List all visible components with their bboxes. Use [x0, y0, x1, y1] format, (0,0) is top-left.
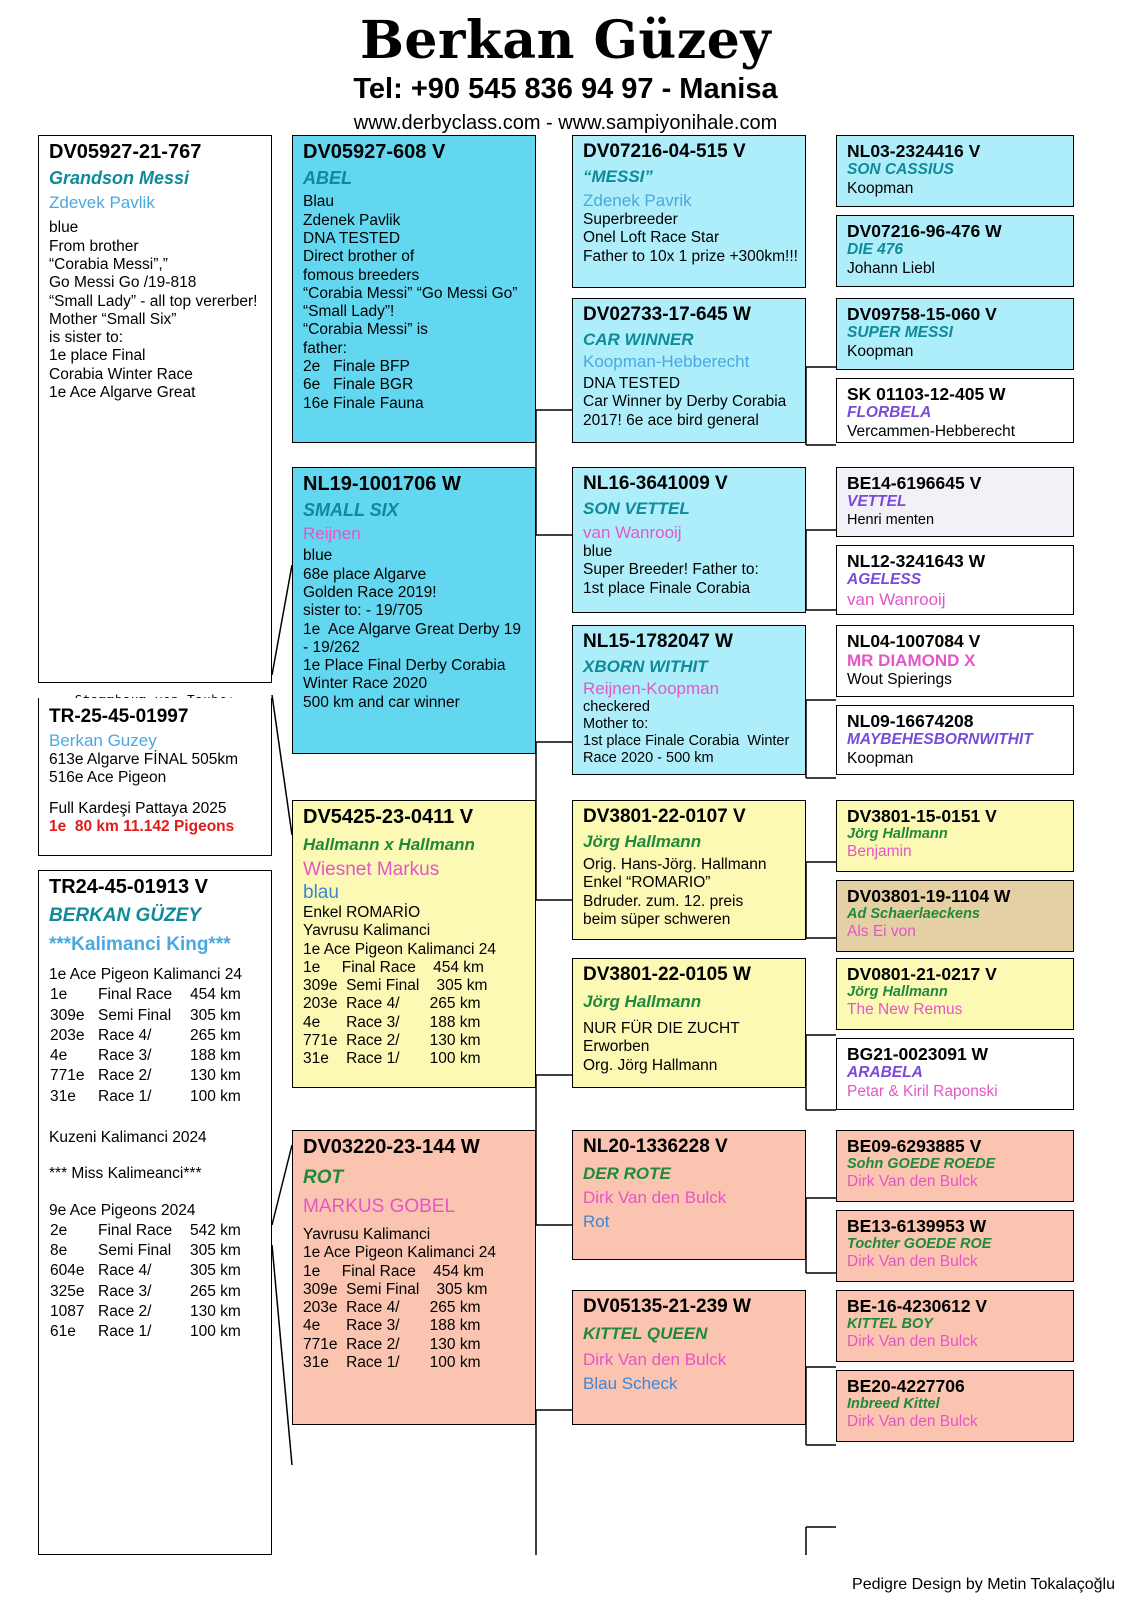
gen2-name: ROT — [303, 1167, 344, 1189]
gen2-line: Winter Race 2020 — [303, 675, 428, 693]
gen4-box — [836, 215, 1074, 287]
result-dist: 130 km — [190, 1067, 241, 1085]
gen4-box — [836, 378, 1074, 443]
result-race: Race 1/ — [98, 1087, 152, 1105]
gen3-line: Race 2020 - 500 km — [583, 750, 714, 767]
gen3-ring: NL15-1782047 W — [583, 630, 733, 652]
result-rank: 1087 — [50, 1302, 85, 1320]
gen2-breeder: Wiesnet Markus — [303, 859, 440, 881]
gen3-line: Org. Jörg Hallmann — [583, 1056, 718, 1074]
gen4-ring: DV07216-96-476 W — [847, 220, 1002, 241]
result-dist: 100 km — [190, 1087, 241, 1105]
gen2-line: father: — [303, 339, 347, 357]
gen3-ring: DV07216-04-515 V — [583, 140, 746, 162]
result-dist: 305 km — [190, 1006, 241, 1024]
gen4-breeder: Benjamin — [847, 843, 912, 861]
gen4-box — [836, 800, 1074, 872]
table-row — [49, 1322, 242, 1342]
gen2-line: 68e place Algarve — [303, 565, 427, 583]
gen4-name: Inbreed Kittel — [847, 1396, 940, 1413]
gen4-ring: NL09-16674208 — [847, 710, 974, 731]
gen2-name: SMALL SIX — [303, 500, 399, 521]
gen3-name: Jörg Hallmann — [583, 992, 702, 1011]
gen3-ring: NL16-3641009 V — [583, 472, 728, 494]
gen4-breeder: Koopman — [847, 342, 914, 360]
gen2-line: sister to: - 19/705 — [303, 602, 423, 620]
gen2-line: Yavrusu Kalimanci — [303, 922, 431, 940]
gen2-line: Direct brother of — [303, 248, 415, 266]
subject-top-line: Go Messi Go /19-818 — [49, 274, 197, 292]
results-table-1 — [49, 985, 242, 1107]
gen2-line: blue — [303, 547, 333, 565]
page-header — [0, 0, 1131, 135]
gen2-line: 1e Ace Algarve Great Derby 19 — [303, 620, 521, 638]
gen2-line: 771e Race 2/ 130 km — [303, 1335, 481, 1353]
gen3-breeder: Reijnen-Koopman — [583, 679, 720, 699]
result-race: Race 2/ — [98, 1302, 152, 1320]
gen2-ring: NL19-1001706 W — [303, 472, 461, 495]
result-rank: 4e — [50, 1047, 68, 1065]
gen2-line: Blau — [303, 193, 335, 211]
gen4-box — [836, 1130, 1074, 1202]
subject-top-line: 1e Ace Algarve Great — [49, 384, 196, 401]
gen3-line: Bdruder. zum. 12. preis — [583, 892, 744, 910]
gen2-line: 1e Ace Pigeon Kalimanci 24 — [303, 1244, 497, 1262]
result-dist: 130 km — [190, 1302, 241, 1320]
gen4-ring: BE20-4227706 — [847, 1375, 965, 1396]
gen2-line: 31e Race 1/ 100 km — [303, 1050, 481, 1068]
subject-mid-sibling-result: 1e 80 km 11.142 Pigeons — [49, 817, 235, 835]
subject-bottom-ring: TR24-45-01913 V — [49, 875, 208, 898]
table-row — [49, 1282, 242, 1302]
gen4-name: Sohn GOEDE ROEDE — [847, 1156, 996, 1173]
gen2-line: 203e Race 4/ 265 km — [303, 995, 481, 1013]
gen2-box-rot — [292, 1130, 536, 1425]
gen4-ring: DV09758-15-060 V — [847, 303, 997, 324]
gen2-line: 1e Final Race 454 km — [303, 958, 484, 976]
subject-top-line: “Corabia Messi”,” — [49, 256, 168, 274]
gen4-box — [836, 958, 1074, 1030]
gen3-breeder: Dirk Van den Bulck — [583, 1350, 727, 1370]
gen4-breeder: Als Ei von — [847, 923, 916, 941]
subject-bottom-note2: *** Miss Kalimeanci*** — [49, 1165, 202, 1183]
gen3-box-sonvettel — [572, 467, 806, 613]
gen3-line: Car Winner by Derby Corabia — [583, 393, 787, 411]
gen4-name: KITTEL BOY — [847, 1316, 933, 1333]
gen2-line: 1e Place Final Derby Corabia — [303, 657, 506, 675]
result-rank: 604e — [50, 1262, 85, 1280]
gen3-line: Rot — [583, 1212, 610, 1232]
gen4-name: MAYBEHESBORNWITHIT — [847, 731, 1033, 749]
gen3-name: XBORN WITHIT — [583, 657, 708, 676]
gen3-name: “MESSI” — [583, 167, 653, 186]
footer-credit: Pedigre Design by Metin Tokalaçoğlu — [852, 1576, 1115, 1593]
gen4-breeder: Dirk Van den Bulck — [847, 1173, 978, 1191]
gen4-name: Jörg Hallmann — [847, 984, 948, 1001]
subject-top-name: Grandson Messi — [49, 168, 190, 189]
gen2-line: 500 km and car winner — [303, 693, 460, 711]
gen2-line: - 19/262 — [303, 638, 360, 656]
gen4-breeder: The New Remus — [847, 1001, 963, 1019]
breeder-name: Berkan Güzey — [359, 10, 772, 71]
result-rank: 203e — [50, 1026, 85, 1044]
gen2-ring: DV5425-23-0411 V — [303, 805, 474, 828]
result-dist: 265 km — [190, 1282, 241, 1300]
result-dist: 305 km — [190, 1242, 241, 1260]
gen2-line: 4e Race 3/ 188 km — [303, 1013, 481, 1031]
gen2-name: ABEL — [303, 168, 352, 189]
result-race: Final Race — [98, 986, 173, 1004]
result-race: Semi Final — [98, 1006, 172, 1024]
gen3-breeder: Koopman-Hebberecht — [583, 352, 750, 372]
subject-top-breeder: Zdevek Pavlik — [49, 193, 155, 213]
table-row — [49, 1302, 242, 1322]
result-dist: 265 km — [190, 1026, 241, 1044]
gen3-box-carwinner — [572, 298, 806, 443]
subject-top-line: Mother “Small Six” — [49, 310, 177, 328]
gen2-breeder: Reijnen — [303, 524, 361, 544]
gen2-line: Yavrusu Kalimanci — [303, 1226, 431, 1243]
gen3-ring: DV3801-22-0107 V — [583, 805, 746, 827]
subject-mid-line: 613e Algarve FİNAL 505km — [49, 751, 238, 769]
gen4-box — [836, 1038, 1074, 1110]
gen4-ring: NL04-1007084 V — [847, 630, 981, 651]
gen2-line: Golden Race 2019! — [303, 584, 437, 602]
result-rank: 2e — [50, 1221, 68, 1239]
gen3-box-kittelqueen — [572, 1290, 806, 1425]
gen3-line: Blau Scheck — [583, 1374, 678, 1394]
table-row — [49, 1261, 242, 1281]
gen4-box — [836, 1290, 1074, 1362]
gen2-box-abel — [292, 135, 536, 443]
gen2-line: Zdenek Pavlik — [303, 211, 401, 229]
gen4-ring: BE13-6139953 W — [847, 1215, 987, 1236]
subject-mid-owner: Berkan Guzey — [49, 731, 157, 750]
gen4-ring: NL03-2324416 V — [847, 140, 981, 161]
gen2-line: 771e Race 2/ 130 km — [303, 1032, 481, 1050]
gen3-name: CAR WINNER — [583, 330, 694, 349]
subject-mid-box — [38, 698, 272, 856]
gen4-name: Ad Schaerlaeckens — [847, 906, 980, 923]
result-race: Race 4/ — [98, 1026, 152, 1044]
table-row — [49, 1046, 242, 1066]
gen3-line: Mother to: — [583, 716, 649, 733]
gen2-line: 4e Race 3/ 188 km — [303, 1317, 481, 1335]
gen4-ring: BE14-6196645 V — [847, 472, 982, 493]
gen2-line: 16e Finale Fauna — [303, 394, 424, 412]
gen4-box — [836, 1370, 1074, 1442]
table-row — [49, 1006, 242, 1026]
gen4-name: AGELESS — [847, 571, 922, 589]
gen2-line: 309e Semi Final 305 km — [303, 1280, 488, 1298]
gen4-name: SUPER MESSI — [847, 324, 953, 342]
gen2-line: “Small Lady”! — [303, 303, 395, 321]
gen2-breeder: MARKUS GOBEL — [303, 1195, 456, 1217]
table-row — [49, 1241, 242, 1261]
gen3-name: DER ROTE — [583, 1164, 671, 1183]
gen2-name: Hallmann x Hallmann — [303, 835, 475, 855]
result-rank: 61e — [50, 1323, 76, 1341]
gen3-line: 1st place Finale Corabia Winter — [583, 733, 790, 750]
gen4-ring: DV3801-15-0151 V — [847, 805, 997, 826]
result-rank: 1e — [50, 986, 68, 1004]
gen3-line: Father to 10x 1 prize +300km!!! — [583, 247, 798, 265]
gen3-box-hallmann-0107 — [572, 800, 806, 940]
result-race: Final Race — [98, 1221, 173, 1239]
result-dist: 542 km — [190, 1221, 241, 1239]
gen4-breeder: Wout Spierings — [847, 671, 952, 689]
result-rank: 309e — [50, 1006, 85, 1024]
result-rank: 771e — [50, 1067, 85, 1085]
gen2-ring: DV05927-608 V — [303, 140, 446, 163]
gen3-box-hallmann-0105 — [572, 958, 806, 1088]
gen4-breeder: Petar & Kiril Raponski — [847, 1082, 998, 1100]
gen3-box-derrote — [572, 1130, 806, 1260]
subject-bottom-block2-title: 9e Ace Pigeons 2024 — [49, 1201, 196, 1219]
gen4-ring: DV0801-21-0217 V — [847, 963, 997, 984]
gen3-name: SON VETTEL — [583, 499, 690, 518]
gen4-box — [836, 135, 1074, 207]
gen4-breeder: Koopman — [847, 179, 914, 197]
gen3-box-messi — [572, 135, 806, 288]
gen4-ring: BE-16-4230612 V — [847, 1295, 988, 1316]
gen3-breeder: Zdenek Pavrik — [583, 191, 692, 211]
subject-top-line: “Small Lady” - all top vererber! — [49, 292, 258, 310]
table-row — [49, 1026, 242, 1046]
gen2-line: 309e Semi Final 305 km — [303, 977, 488, 995]
gen4-name: SON CASSIUS — [847, 161, 954, 179]
gen2-line: 2e Finale BFP — [303, 357, 410, 375]
gen3-line: 2017! 6e ace bird general — [583, 411, 759, 429]
gen3-breeder: Dirk Van den Bulck — [583, 1188, 727, 1208]
subject-top-line: Corabia Winter Race — [49, 365, 193, 383]
subject-bottom-block1-title: 1e Ace Pigeon Kalimanci 24 — [49, 966, 243, 983]
gen3-line: DNA TESTED — [583, 375, 681, 393]
gen2-line: “Corabia Messi” “Go Messi Go” — [303, 284, 518, 302]
result-dist: 100 km — [190, 1323, 241, 1341]
gen3-breeder: van Wanrooij — [583, 523, 682, 543]
gen3-line: NUR FÜR DIE ZUCHT — [583, 1020, 740, 1038]
gen3-ring: DV3801-22-0105 W — [583, 963, 751, 985]
pedigree-canvas — [0, 135, 1131, 1555]
subject-top-line: 1e place Final — [49, 347, 146, 365]
gen3-line: blue — [583, 543, 613, 561]
subject-bottom-name: BERKAN GÜZEY — [49, 905, 202, 927]
gen2-box-hallmann — [292, 800, 536, 1088]
gen4-box — [836, 880, 1074, 952]
result-dist: 188 km — [190, 1047, 241, 1065]
subject-mid-ring: TR-25-45-01997 — [49, 705, 189, 727]
subject-mid-line: 516e Ace Pigeon — [49, 769, 167, 787]
gen4-breeder: Dirk Van den Bulck — [847, 1253, 978, 1271]
result-rank: 31e — [50, 1087, 76, 1105]
subject-bottom-subtitle: ***Kalimanci King*** — [49, 933, 231, 955]
gen4-box — [836, 467, 1074, 537]
gen4-box — [836, 545, 1074, 615]
gen4-ring: DV03801-19-1104 W — [847, 885, 1011, 906]
result-rank: 8e — [50, 1242, 68, 1260]
gen3-line: Superbreeder — [583, 211, 678, 229]
gen4-name: Jörg Hallmann — [847, 826, 948, 843]
gen2-color: blau — [303, 881, 339, 903]
gen2-line: 203e Race 4/ 265 km — [303, 1299, 481, 1317]
gen4-box — [836, 625, 1074, 697]
result-dist: 305 km — [190, 1262, 241, 1280]
gen4-name: FLORBELA — [847, 404, 932, 422]
subject-top-line: is sister to: — [49, 329, 124, 347]
gen3-line: beim süper schweren — [583, 910, 731, 928]
gen4-ring: BE09-6293885 V — [847, 1135, 982, 1156]
subject-bottom-note1: Kuzeni Kalimanci 2024 — [49, 1128, 207, 1146]
gen2-line: Enkel ROMARİO — [303, 904, 421, 922]
result-race: Race 2/ — [98, 1067, 152, 1085]
gen3-name: Jörg Hallmann — [583, 832, 702, 851]
gen4-ring: SK 01103-12-405 W — [847, 383, 1006, 404]
gen2-line: 31e Race 1/ 100 km — [303, 1353, 481, 1371]
table-row — [49, 1087, 242, 1107]
gen3-ring: NL20-1336228 V — [583, 1135, 728, 1157]
result-race: Semi Final — [98, 1242, 172, 1260]
table-row — [49, 1221, 242, 1241]
gen3-line: Enkel “ROMARIO” — [583, 874, 711, 892]
subject-top-box — [38, 135, 272, 683]
gen4-ring: NL12-3241643 W — [847, 550, 986, 571]
gen2-line: 6e Finale BGR — [303, 376, 414, 394]
gen2-line: fomous breeders — [303, 266, 420, 284]
table-row — [49, 1066, 242, 1086]
gen4-box — [836, 705, 1074, 775]
gen4-breeder: Koopman — [847, 749, 914, 767]
results-table-2 — [49, 1221, 242, 1343]
gen3-line: 1st place Finale Corabia — [583, 579, 751, 597]
gen2-line: 1e Ace Pigeon Kalimanci 24 — [303, 940, 497, 958]
gen4-ring: BG21-0023091 W — [847, 1043, 989, 1064]
subject-top-line: From brother — [49, 237, 139, 255]
result-race: Race 1/ — [98, 1323, 152, 1341]
gen4-name: DIE 476 — [847, 241, 904, 259]
website-line: www.derbyclass.com - www.sampiyonihale.com — [353, 111, 778, 134]
subject-bottom-box — [38, 870, 272, 1555]
result-race: Race 3/ — [98, 1282, 152, 1300]
result-race: Race 3/ — [98, 1047, 152, 1065]
gen4-breeder: Dirk Van den Bulck — [847, 1333, 978, 1351]
result-dist: 454 km — [190, 986, 241, 1004]
gen3-line: Super Breeder! Father to: — [583, 561, 759, 579]
gen2-line: “Corabia Messi” is — [303, 321, 428, 339]
gen4-name: VETTEL — [847, 493, 907, 511]
result-race: Race 4/ — [98, 1262, 152, 1280]
gen3-line: checkered — [583, 699, 650, 716]
gen4-breeder: Johann Liebl — [847, 259, 935, 277]
gen4-breeder: Vercammen-Hebberecht — [847, 422, 1015, 440]
gen3-line: Erworben — [583, 1038, 650, 1056]
gen3-ring: DV05135-21-239 W — [583, 1295, 751, 1317]
gen4-name: ARABELA — [847, 1064, 923, 1082]
subject-top-ring: DV05927-21-767 — [49, 140, 202, 163]
gen3-line: Orig. Hans-Jörg. Hallmann — [583, 856, 767, 874]
gen4-breeder: Dirk Van den Bulck — [847, 1413, 978, 1431]
gen4-name: Tochter GOEDE ROE — [847, 1236, 992, 1253]
gen2-ring: DV03220-23-144 W — [303, 1135, 480, 1158]
gen2-line: 1e Final Race 454 km — [303, 1262, 484, 1280]
gen3-line: Onel Loft Race Star — [583, 229, 720, 247]
gen3-ring: DV02733-17-645 W — [583, 303, 751, 325]
result-rank: 325e — [50, 1282, 85, 1300]
phone-line: Tel: +90 545 836 94 97 - Manisa — [353, 72, 778, 105]
gen4-box — [836, 1210, 1074, 1282]
subject-mid-sibling: Full Kardeşi Pattaya 2025 — [49, 799, 227, 817]
table-row — [49, 985, 242, 1005]
gen3-box-xbornwithit — [572, 625, 806, 775]
gen4-breeder: Henri menten — [847, 511, 935, 528]
gen3-name: KITTEL QUEEN — [583, 1324, 708, 1343]
subject-top-line: blue — [49, 219, 79, 237]
gen4-box — [836, 298, 1074, 370]
gen4-breeder: van Wanrooij — [847, 589, 946, 609]
gen2-line: DNA TESTED — [303, 229, 401, 247]
gen2-box-smallsix — [292, 467, 536, 754]
gen4-name: MR DIAMOND X — [847, 651, 976, 671]
